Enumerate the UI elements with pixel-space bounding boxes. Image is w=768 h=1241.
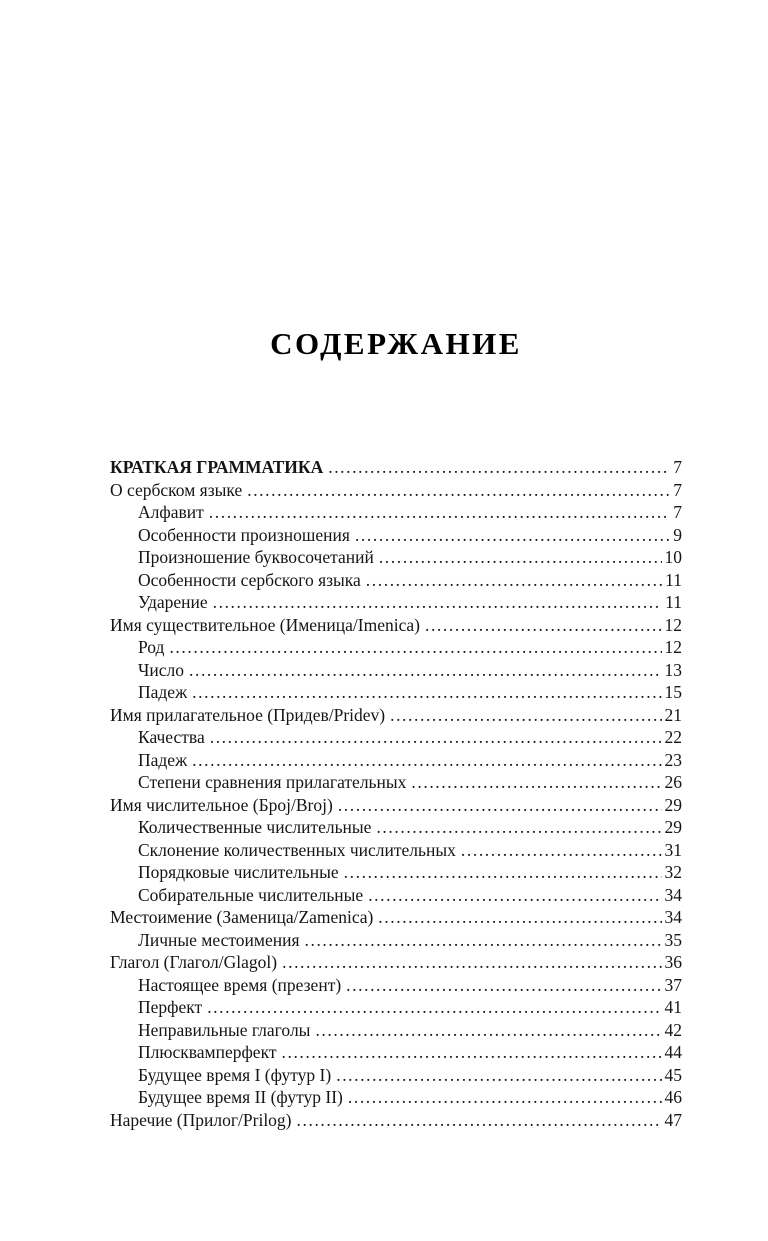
toc-entry-page: 9: [673, 524, 682, 545]
toc-entry-label: Род: [138, 637, 165, 657]
toc-entry-label: Имя существительное (Именица/Imenica): [110, 614, 420, 635]
toc-entry-page: 23: [664, 749, 682, 770]
toc-entry-label: Особенности произношения: [138, 524, 350, 545]
toc-entry-page: 7: [673, 502, 682, 522]
toc-entry-label: Число: [138, 659, 184, 680]
toc-entry: [110, 996, 682, 1019]
toc-entry-label: Особенности сербского языка: [138, 569, 361, 590]
toc-entry: [110, 681, 682, 704]
toc-dot-leader: [355, 524, 670, 547]
toc-entry: [110, 906, 682, 929]
toc-entry-page: 42: [664, 1019, 682, 1040]
toc-entry-label: Имя прилагательное (Придев/Pridev): [110, 704, 386, 725]
toc-entry-page: 41: [664, 997, 682, 1017]
toc-dot-leader: [336, 1064, 661, 1087]
toc-entry-page: 12: [664, 614, 682, 635]
toc-dot-leader: [282, 1041, 662, 1064]
toc-dot-leader: [338, 794, 662, 817]
toc-dot-leader: [378, 906, 661, 929]
toc-dot-leader: [213, 591, 663, 614]
toc-entry-label: Настоящее время (презент): [138, 974, 342, 995]
toc-entry-page: 29: [664, 794, 682, 815]
toc-entry-page: 15: [664, 682, 682, 702]
toc-dot-leader: [210, 726, 662, 749]
toc-entry: [110, 839, 682, 862]
toc-entry-page: 11: [665, 592, 682, 612]
toc-entry-label: Собирательные числительные: [138, 884, 364, 905]
toc-entry: [110, 591, 682, 614]
toc-entry: [110, 1109, 682, 1132]
toc-entry-page: 45: [664, 1064, 682, 1085]
toc-entry-label: КРАТКАЯ ГРАММАТИКА: [110, 457, 324, 477]
toc-entry-label: Качества: [138, 727, 205, 747]
toc-dot-leader: [411, 771, 661, 794]
toc-entry-page: 31: [664, 839, 682, 860]
toc-entry-page: 29: [664, 817, 682, 837]
toc-dot-leader: [192, 749, 661, 772]
toc-dot-leader: [461, 839, 662, 862]
toc-dot-leader: [189, 659, 662, 682]
toc-entry-label: Неправильные глаголы: [138, 1019, 311, 1040]
toc-entry: [110, 929, 682, 952]
toc-entry: [110, 636, 682, 659]
toc-entry-page: 44: [664, 1042, 682, 1062]
toc-entry-page: 34: [664, 884, 682, 905]
toc-entry-label: Склонение количественных числительных: [138, 839, 456, 860]
toc-dot-leader: [348, 1086, 662, 1109]
toc-dot-leader: [328, 456, 670, 479]
toc-dot-leader: [207, 996, 661, 1019]
toc-entry: [110, 614, 682, 637]
toc-entry-page: 47: [664, 1109, 682, 1130]
toc-entry: [110, 861, 682, 884]
toc-entry-page: 21: [664, 704, 682, 725]
toc-dot-leader: [344, 861, 662, 884]
toc-entry: [110, 974, 682, 997]
toc-entry-label: Произношение буквосочетаний: [138, 547, 374, 567]
toc-list: [110, 456, 682, 1131]
toc-entry-page: 26: [664, 772, 682, 792]
toc-entry: [110, 816, 682, 839]
toc-entry: [110, 794, 682, 817]
toc-entry-page: 37: [664, 974, 682, 995]
toc-entry-label: Глагол (Глагол/Glagol): [110, 952, 278, 972]
toc-entry: [110, 569, 682, 592]
toc-entry-label: Имя числительное (Број/Broj): [110, 794, 333, 815]
toc-entry: [110, 1086, 682, 1109]
toc-entry-page: 12: [664, 637, 682, 657]
toc-entry: [110, 1019, 682, 1042]
toc-entry-page: 10: [664, 547, 682, 567]
toc-dot-leader: [192, 681, 661, 704]
toc-entry-page: 46: [664, 1087, 682, 1107]
toc-dot-leader: [282, 951, 661, 974]
toc-entry: [110, 884, 682, 907]
toc-entry-label: Падеж: [138, 749, 188, 770]
toc-dot-leader: [379, 546, 662, 569]
toc-dot-leader: [247, 479, 670, 502]
toc-entry-page: 13: [664, 659, 682, 680]
toc-dot-leader: [376, 816, 661, 839]
toc-entry: [110, 1064, 682, 1087]
toc-entry-page: 34: [664, 907, 682, 927]
toc-entry: [110, 659, 682, 682]
toc-entry-page: 36: [664, 952, 682, 972]
toc-entry-label: Степени сравнения прилагательных: [138, 772, 407, 792]
toc-dot-leader: [209, 501, 670, 524]
toc-dot-leader: [425, 614, 662, 637]
toc-entry-label: Количественные числительные: [138, 817, 372, 837]
toc-entry-label: Наречие (Прилог/Prilog): [110, 1109, 292, 1130]
toc-entry: [110, 501, 682, 524]
toc-entry-label: Плюсквамперфект: [138, 1042, 277, 1062]
toc-entry-label: Ударение: [138, 592, 208, 612]
page-title: СОДЕРЖАНИЕ: [270, 326, 522, 361]
toc-entry: [110, 771, 682, 794]
toc-dot-leader: [390, 704, 661, 727]
toc-dot-leader: [366, 569, 662, 592]
toc-entry-label: Алфавит: [138, 502, 204, 522]
toc-dot-leader: [368, 884, 661, 907]
toc-entry: [110, 479, 682, 502]
toc-entry: [110, 1041, 682, 1064]
toc-dot-leader: [346, 974, 661, 997]
toc-entry-page: 22: [664, 727, 682, 747]
toc-dot-leader: [169, 636, 661, 659]
toc-entry-label: Будущее время II (футур II): [138, 1087, 343, 1107]
toc-entry: [110, 726, 682, 749]
toc-entry: [110, 749, 682, 772]
toc-entry-label: Местоимение (Заменица/Zamenica): [110, 907, 374, 927]
toc-entry-label: Перфект: [138, 997, 203, 1017]
toc-entry-page: 35: [664, 929, 682, 950]
toc-entry: [110, 704, 682, 727]
toc-entry-label: Будущее время I (футур I): [138, 1064, 332, 1085]
toc-entry-label: О сербском языке: [110, 479, 243, 500]
toc-dot-leader: [297, 1109, 662, 1132]
toc-entry: [110, 456, 682, 479]
toc-dot-leader: [305, 929, 662, 952]
toc-entry: [110, 951, 682, 974]
toc-entry-label: Личные местоимения: [138, 929, 300, 950]
toc-entry: [110, 546, 682, 569]
toc-entry-page: 7: [673, 457, 682, 477]
toc-entry-label: Падеж: [138, 682, 188, 702]
toc-entry-page: 7: [673, 479, 682, 500]
toc-entry-label: Порядковые числительные: [138, 862, 339, 882]
toc-dot-leader: [315, 1019, 661, 1042]
toc-entry-page: 11: [665, 569, 682, 590]
toc-entry-page: 32: [664, 862, 682, 882]
toc-entry: [110, 524, 682, 547]
